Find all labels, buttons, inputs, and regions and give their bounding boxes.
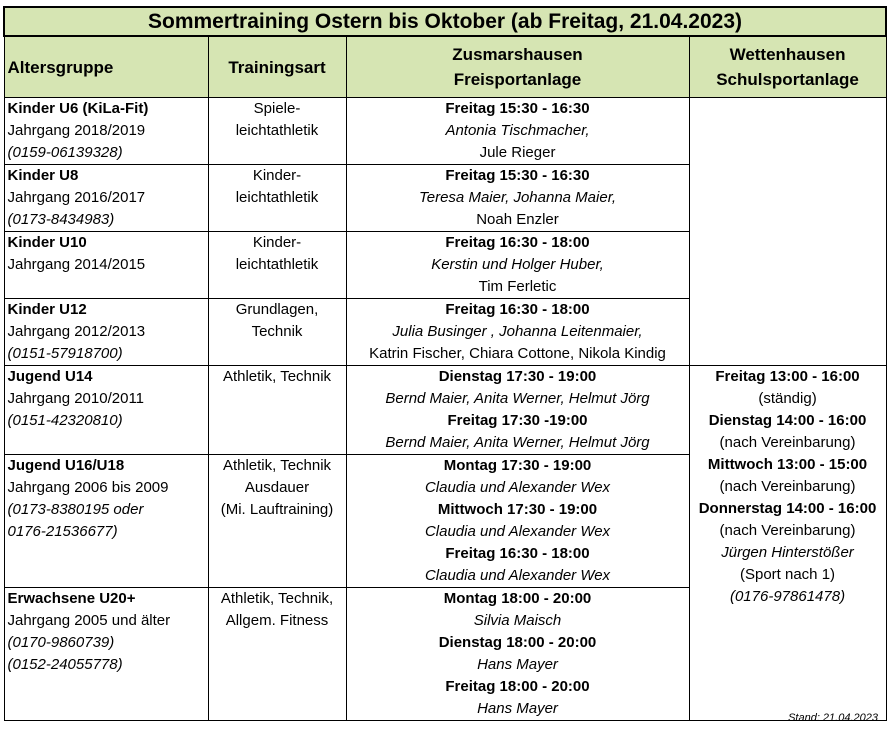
session-time: Mittwoch 17:30 - 19:00 xyxy=(437,501,598,518)
title-row xyxy=(4,7,886,36)
type-line: leichtathletik xyxy=(235,122,319,139)
type-cell xyxy=(208,98,346,165)
type-cell xyxy=(208,366,346,455)
zusmarshausen-cell xyxy=(346,232,689,299)
session-time: Freitag 16:30 - 18:00 xyxy=(445,234,590,251)
group-cell xyxy=(4,232,208,299)
session-time: Dienstag 14:00 - 16:00 xyxy=(708,412,867,429)
header-row xyxy=(4,36,886,98)
session-time: Dienstag 17:30 - 19:00 xyxy=(438,368,597,385)
session-note: (nach Vereinbarung) xyxy=(719,434,856,451)
group-name: Jugend U14 xyxy=(7,368,93,385)
session-time: Freitag 15:30 - 16:30 xyxy=(445,100,590,117)
group-name: Erwachsene U20+ xyxy=(7,590,136,607)
group-phone: (0151-57918700) xyxy=(7,345,123,362)
trainer-names: Jule Rieger xyxy=(479,144,556,161)
header-zusmarshausen xyxy=(346,36,689,98)
session-time: Montag 18:00 - 20:00 xyxy=(443,590,592,607)
group-cell xyxy=(4,588,208,721)
type-line: leichtathletik xyxy=(235,189,319,206)
trainer-phone: (0176-97861478) xyxy=(729,588,846,605)
trainer-names: Tim Ferletic xyxy=(478,278,557,295)
type-cell xyxy=(208,232,346,299)
session-time: Freitag 15:30 - 16:30 xyxy=(445,167,590,184)
trainer-names: Julia Businger , Johanna Leitenmaier, xyxy=(392,323,643,340)
wettenhausen-empty-cell xyxy=(689,98,886,366)
type-line: Athletik, Technik xyxy=(222,368,332,385)
zusmarshausen-cell xyxy=(346,455,689,588)
session-time: Freitag 16:30 - 18:00 xyxy=(445,301,590,318)
group-name: Kinder U8 xyxy=(7,167,79,184)
trainer-names: Noah Enzler xyxy=(476,211,559,228)
table-row xyxy=(4,366,886,455)
header-wet-line2: Schulsportanlage xyxy=(716,70,859,89)
type-cell xyxy=(208,588,346,721)
group-name: Jugend U16/U18 xyxy=(7,457,125,474)
group-phone: (0159-06139328) xyxy=(7,144,123,161)
zusmarshausen-cell xyxy=(346,98,689,165)
type-line: leichtathletik xyxy=(235,256,319,273)
training-schedule-table xyxy=(3,6,887,721)
session-time: Montag 17:30 - 19:00 xyxy=(443,457,592,474)
zusmarshausen-cell xyxy=(346,588,689,721)
session-note: (nach Vereinbarung) xyxy=(719,522,856,539)
zusmarshausen-cell xyxy=(346,366,689,455)
type-line: Grundlagen, xyxy=(235,301,319,318)
group-name: Kinder U10 xyxy=(7,234,87,251)
group-years: Jahrgang 2010/2011 xyxy=(7,390,145,407)
trainer-names: Hans Mayer xyxy=(477,656,558,673)
group-phone: (0152-24055778) xyxy=(7,656,123,673)
type-cell xyxy=(208,165,346,232)
type-line: Kinder- xyxy=(252,234,302,251)
type-line: Allgem. Fitness xyxy=(225,612,329,629)
session-time: Donnerstag 14:00 - 16:00 xyxy=(698,500,877,517)
header-wettenhausen xyxy=(689,36,886,98)
group-cell xyxy=(4,455,208,588)
group-phone: (0173-8380195 oder xyxy=(7,501,144,518)
type-line: Ausdauer xyxy=(244,479,310,496)
group-phone: (0170-9860739) xyxy=(7,634,115,651)
group-name: Kinder U12 xyxy=(7,301,87,318)
group-cell xyxy=(4,299,208,366)
session-time: Freitag 17:30 -19:00 xyxy=(447,412,588,429)
header-zus-line1: Zusmarshausen xyxy=(452,45,583,64)
header-altersgruppe: Altersgruppe xyxy=(4,36,208,98)
trainer-names: Kerstin und Holger Huber, xyxy=(431,256,604,273)
header-wet-line1: Wettenhausen xyxy=(729,45,846,64)
zusmarshausen-cell xyxy=(346,299,689,366)
trainer-names: Claudia und Alexander Wex xyxy=(424,479,611,496)
header-trainingsart: Trainingsart xyxy=(208,36,346,98)
session-time: Freitag 16:30 - 18:00 xyxy=(445,545,590,562)
session-time: Mittwoch 13:00 - 15:00 xyxy=(707,456,868,473)
group-cell xyxy=(4,366,208,455)
group-phone: 0176-21536677) xyxy=(7,523,118,540)
type-line: Technik xyxy=(251,323,303,340)
group-years: Jahrgang 2018/2019 xyxy=(7,122,146,139)
type-line: Athletik, Technik, xyxy=(220,590,334,607)
type-line: Athletik, Technik xyxy=(222,457,332,474)
type-cell xyxy=(208,299,346,366)
trainer-names: Silvia Maisch xyxy=(473,612,562,629)
trainer-names: Bernd Maier, Anita Werner, Helmut Jörg xyxy=(385,390,650,407)
session-time: Freitag 18:00 - 20:00 xyxy=(445,678,590,695)
group-years: Jahrgang 2014/2015 xyxy=(7,256,146,273)
group-name: Kinder U6 (KiLa-Fit) xyxy=(7,100,149,117)
group-cell xyxy=(4,165,208,232)
session-time: Dienstag 18:00 - 20:00 xyxy=(438,634,597,651)
table-row xyxy=(4,98,886,165)
stand-date: Stand: 21.04.2023 xyxy=(788,712,878,724)
trainer-names: Bernd Maier, Anita Werner, Helmut Jörg xyxy=(385,434,650,451)
group-phone: (0173-8434983) xyxy=(7,211,115,228)
group-phone: (0151-42320810) xyxy=(7,412,123,429)
type-line: Kinder- xyxy=(252,167,302,184)
trainer-names: Claudia und Alexander Wex xyxy=(424,567,611,584)
session-note: (nach Vereinbarung) xyxy=(719,478,856,495)
session-note: (ständig) xyxy=(758,390,817,407)
type-line: (Mi. Lauftraining) xyxy=(220,501,334,518)
trainer-names: Katrin Fischer, Chiara Cottone, Nikola Kindig xyxy=(369,345,666,362)
group-years: Jahrgang 2016/2017 xyxy=(7,189,146,206)
trainer-names: Jürgen Hinterstößer xyxy=(721,544,854,561)
trainer-names: Teresa Maier, Johanna Maier, xyxy=(418,189,617,206)
trainer-names: Hans Mayer xyxy=(477,700,558,717)
session-time: Freitag 13:00 - 16:00 xyxy=(715,368,860,385)
trainer-names: Antonia Tischmacher, xyxy=(445,122,590,139)
group-years: Jahrgang 2005 und älter xyxy=(7,612,171,629)
wettenhausen-cell xyxy=(689,366,886,721)
schedule-title: Sommertraining Ostern bis Oktober (ab Freitag, 21.04.2023) xyxy=(4,7,886,36)
group-cell xyxy=(4,98,208,165)
group-years: Jahrgang 2012/2013 xyxy=(7,323,146,340)
type-line: Spiele- xyxy=(253,100,301,117)
zusmarshausen-cell xyxy=(346,165,689,232)
type-cell xyxy=(208,455,346,588)
header-zus-line2: Freisportanlage xyxy=(453,70,582,89)
trainer-names: Claudia und Alexander Wex xyxy=(424,523,611,540)
group-years: Jahrgang 2006 bis 2009 xyxy=(7,479,169,496)
trainer-note: (Sport nach 1) xyxy=(739,566,836,583)
